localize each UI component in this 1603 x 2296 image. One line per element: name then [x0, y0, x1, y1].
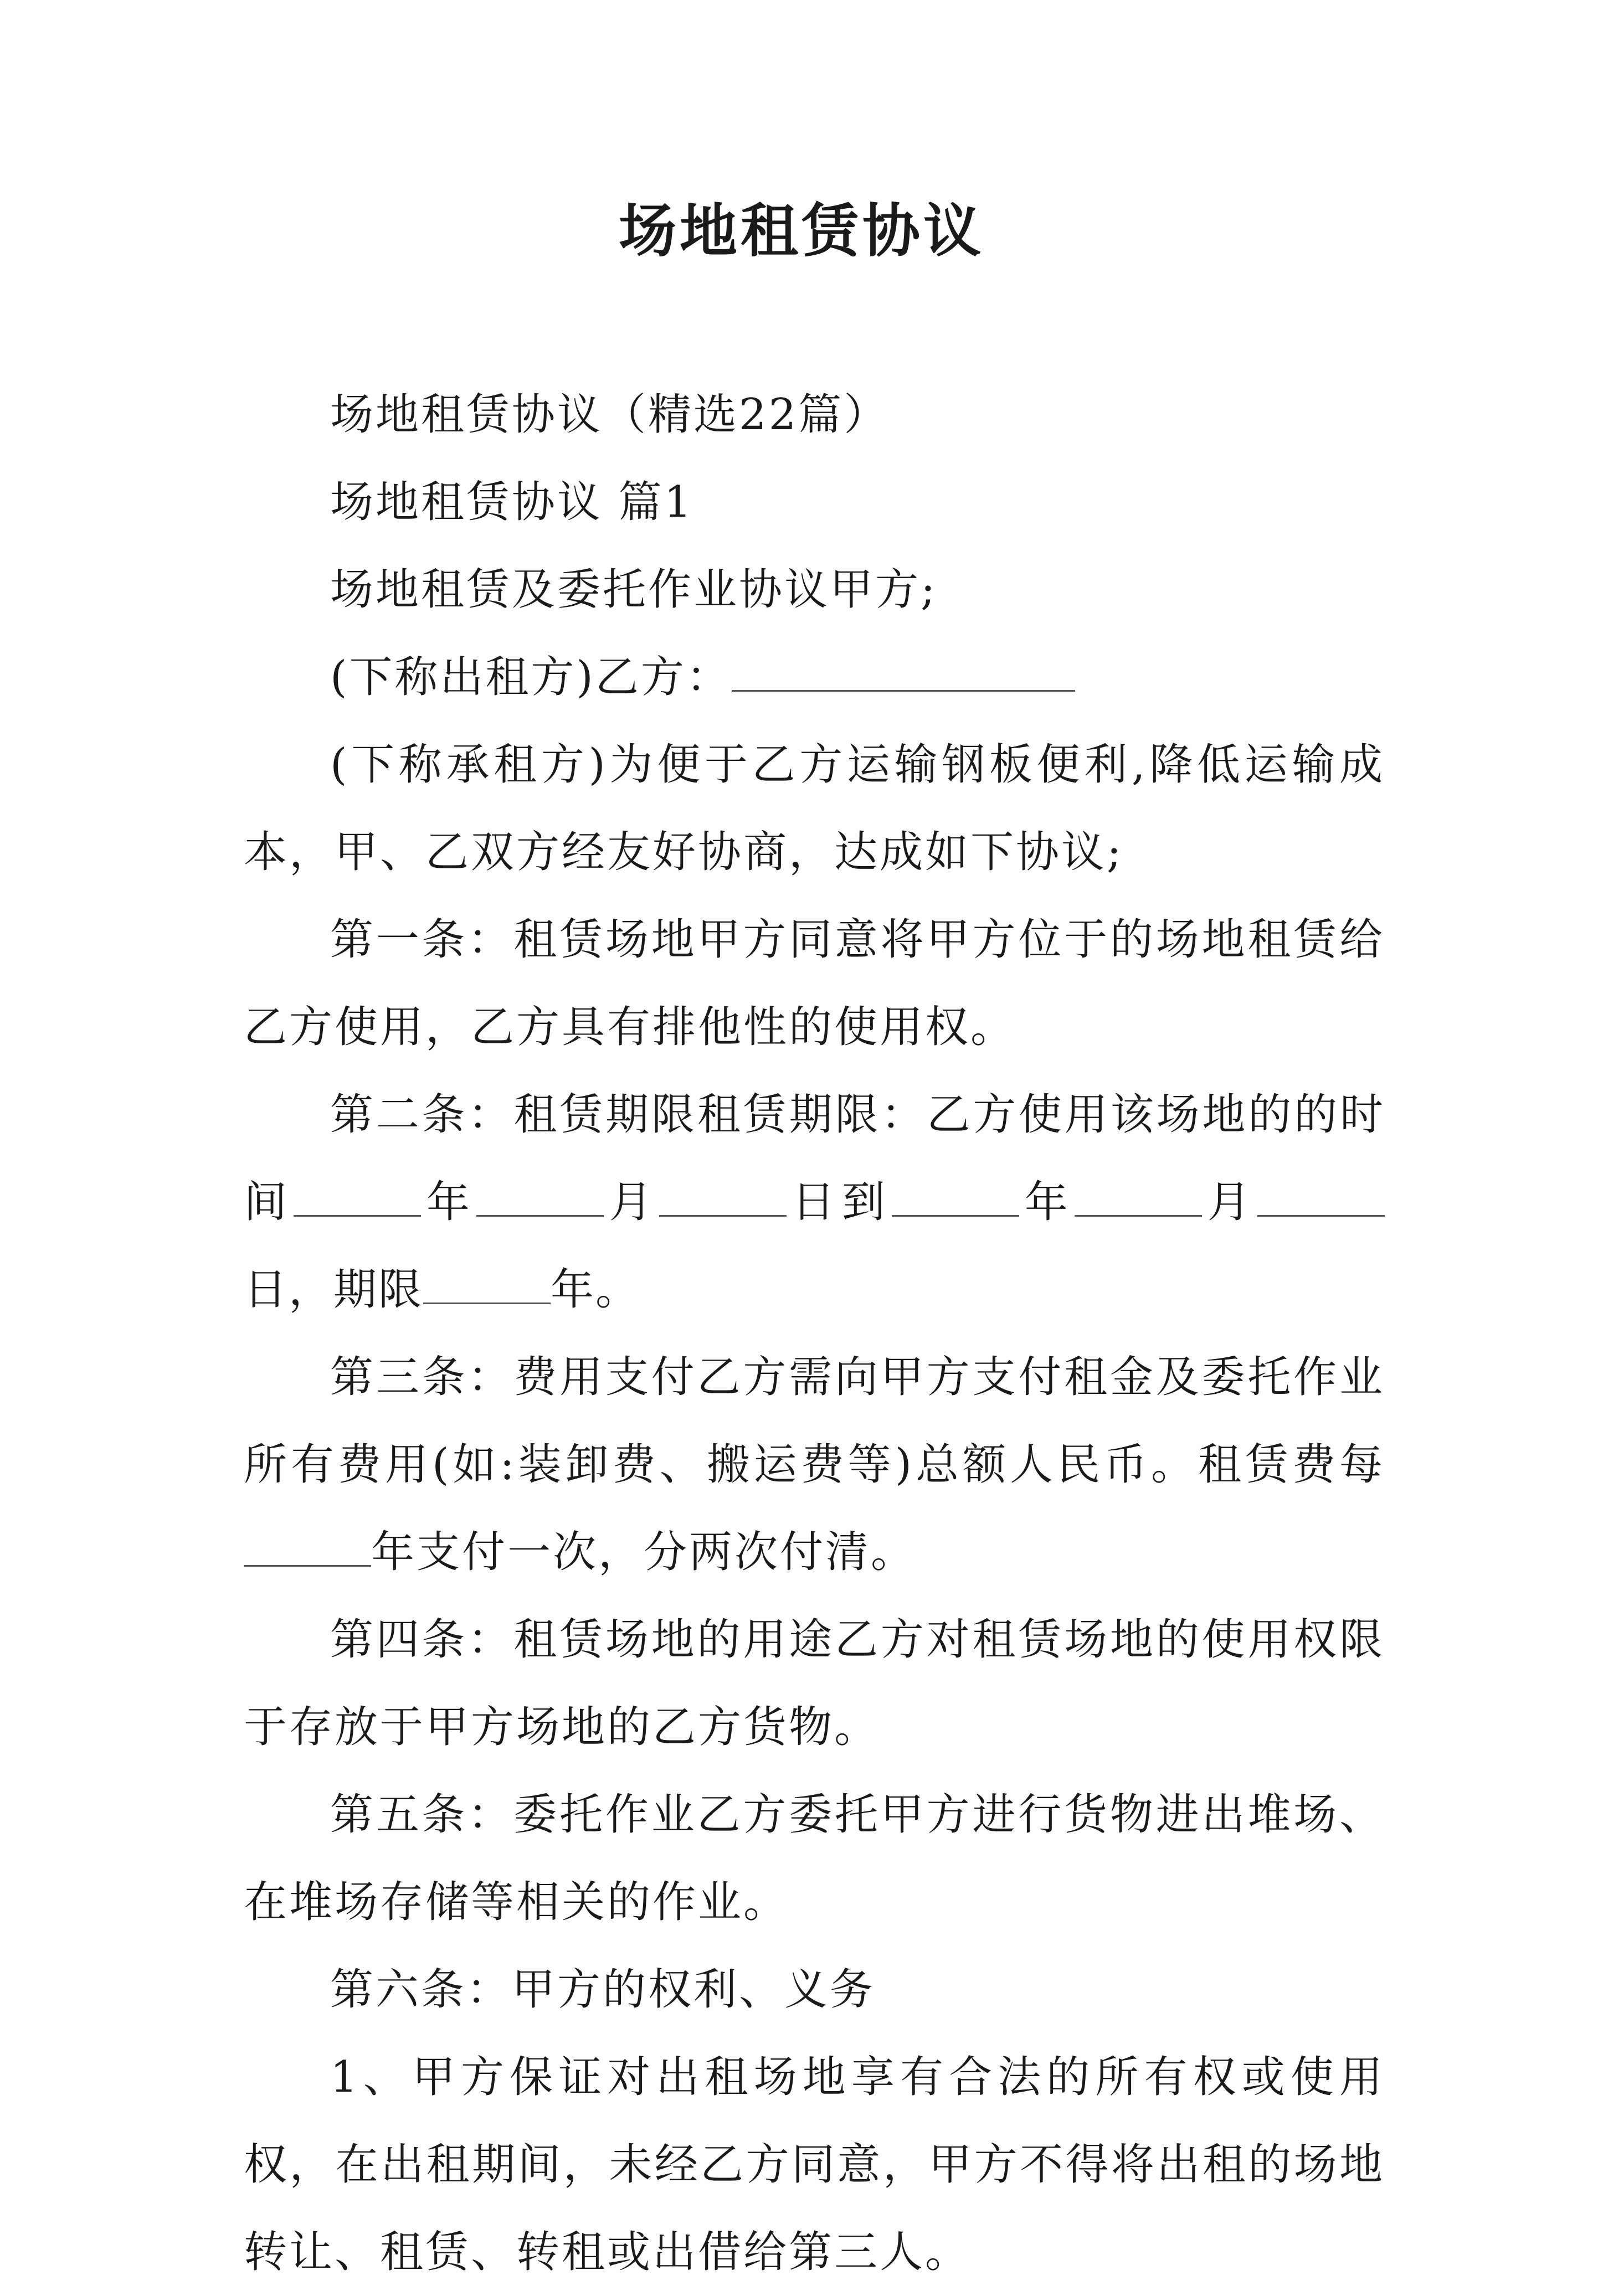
payment-period-blank [244, 1564, 371, 1567]
party-b-label: (下称出租方)乙方： [330, 652, 732, 702]
start-year-label: 年 [421, 1177, 477, 1227]
document-body [244, 371, 1385, 2296]
paragraph-article-3 [244, 1334, 1385, 1596]
day-to-label: 日到 [787, 1177, 892, 1227]
start-day-blank [659, 1214, 787, 1217]
paragraph-subtitle: 场地租赁协议（精选22篇） [330, 390, 890, 440]
term-year-label: 年。 [551, 1265, 641, 1315]
paragraph-article-6-item-1: 1、甲方保证对出租场地享有合法的所有权或使用权，在出租期间，未经乙方同意，甲方不得将出租的场地转让、租赁、转租或出借给第三人。 [244, 2052, 1385, 2277]
end-day-blank [1257, 1214, 1385, 1217]
end-year-label: 年 [1019, 1177, 1075, 1227]
party-b-blank [732, 689, 1075, 692]
paragraph-article-2 [244, 1071, 1385, 1334]
end-year-blank [892, 1214, 1019, 1217]
paragraph-article-4: 第四条：租赁场地的用途乙方对租赁场地的使用权限于存放于甲方场地的乙方货物。 [244, 1615, 1385, 1752]
document-title: 场地租赁协议 [618, 197, 984, 265]
paragraph-section-heading: 场地租赁协议 篇1 [330, 477, 694, 527]
start-month-blank [476, 1214, 604, 1217]
article-3-text: 第三条：费用支付乙方需向甲方支付租金及委托作业所有费用(如:装卸费、搬运费等)总额人民币。租赁费每 [244, 1352, 1385, 1490]
article-2-text: 第二条：租赁期限租赁期限：乙方使用该场地的的时间 [244, 1090, 1385, 1227]
paragraph-agreement-party-a: 场地租赁及委托作业协议甲方; [330, 565, 938, 615]
article-3-tail: 年支付一次，分两次付清。 [371, 1527, 917, 1577]
start-month-label: 月 [604, 1177, 660, 1227]
paragraph-article-5: 第五条：委托作业乙方委托甲方进行货物进出堆场、在堆场存储等相关的作业。 [244, 1790, 1385, 1927]
term-blank [423, 1302, 551, 1304]
paragraph-article-1: 第一条：租赁场地甲方同意将甲方位于的场地租赁给乙方使用，乙方具有排他性的使用权。 [244, 915, 1385, 1052]
end-month-label: 月 [1202, 1177, 1257, 1227]
paragraph-preamble: (下称承租方)为便于乙方运输钢板便利,降低运输成本，甲、乙双方经友好协商，达成如下协议; [244, 740, 1385, 877]
paragraph-party-b [244, 634, 1385, 721]
start-year-blank [294, 1214, 421, 1217]
paragraph-article-6: 第六条：甲方的权利、义务 [330, 1965, 876, 2015]
end-month-blank [1075, 1214, 1202, 1217]
end-day-label: 日，期限 [244, 1265, 424, 1315]
